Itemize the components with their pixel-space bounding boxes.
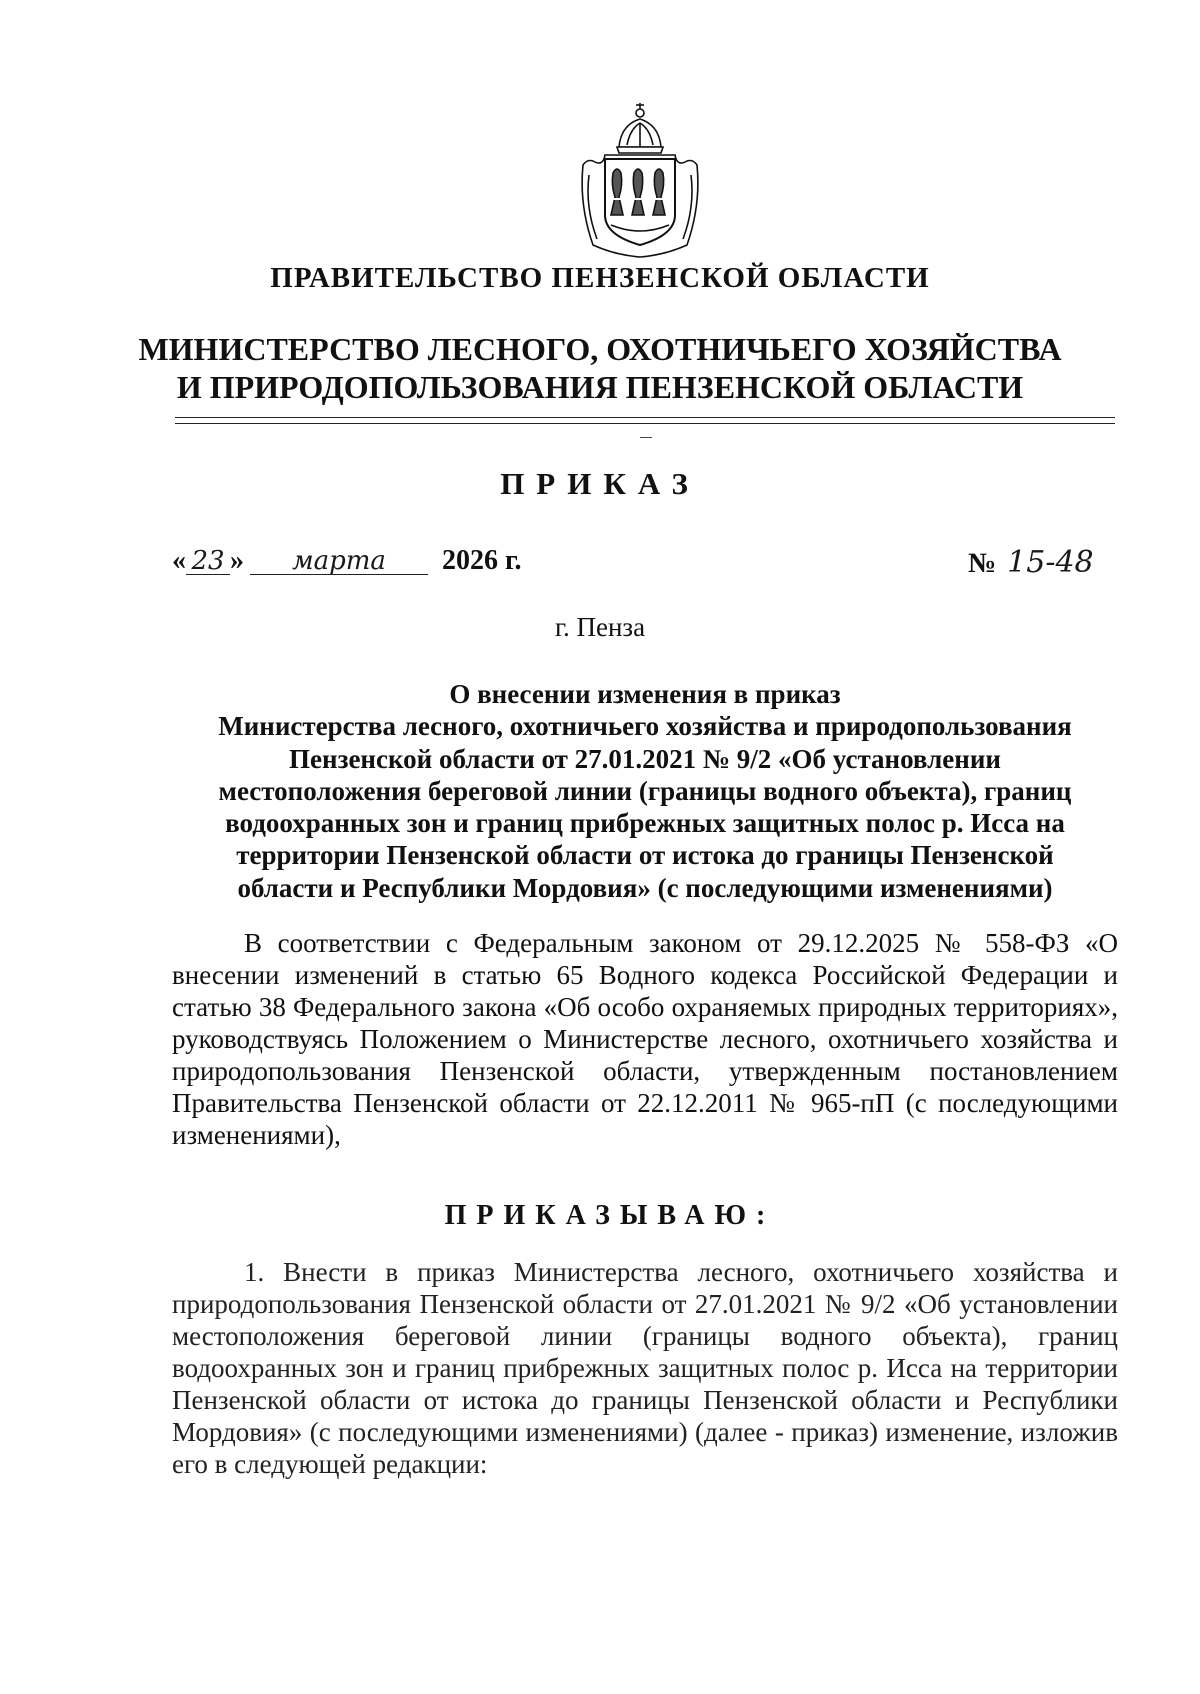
- header-divider-top: [175, 417, 1115, 418]
- subject-line: водоохранных зон и границ прибрежных защитных полос р. Исса на: [225, 808, 1065, 839]
- subject-line: Пензенской области от 27.01.2021 № 9/2 «Об установлении: [289, 743, 1001, 774]
- document-number: [968, 545, 1094, 580]
- ministry-title: [0, 330, 1200, 406]
- item-1-paragraph: 1. Внести в приказ Министерства лесного, охотничьего хозяйства и природопользования Пензенской области от 27.01.2021 № 9/2 «Об установлении местоположения береговой линии (границы водного объекта), границ водоохранных зон и границ прибрежных защитных полос р. Исса на территории Пензенской области от истока до границы Пензенской области и Республики Мордовия» (с последующими изменениями) (далее - приказ) изменение, изложив его в следующей редакции:: [172, 1257, 1118, 1479]
- subject-line: Министерства лесного, охотничьего хозяйства и природопользования: [218, 711, 1072, 742]
- document-subject: [172, 678, 1118, 904]
- order-command: ПРИКАЗЫВАЮ:: [444, 1200, 776, 1231]
- ministry-title-line-1: МИНИСТЕРСТВО ЛЕСНОГО, ОХОТНИЧЬЕГО ХОЗЯЙСТВА: [138, 331, 1062, 367]
- document-date: [172, 545, 522, 577]
- ministry-title-line-2: И ПРИРОДОПОЛЬЗОВАНИЯ ПЕНЗЕНСКОЙ ОБЛАСТИ: [176, 369, 1024, 405]
- penza-coat-of-arms-icon: [575, 95, 705, 260]
- date-day: 23: [186, 548, 230, 575]
- subject-line: территории Пензенской области от истока до границы Пензенской: [236, 840, 1054, 871]
- number-value: 15-48: [1007, 545, 1094, 580]
- subject-line: области и Республики Мордовия» (с последующими изменениями): [237, 872, 1053, 903]
- date-close-quote: »: [230, 545, 244, 576]
- city: г. Пенза: [554, 612, 646, 642]
- preamble-paragraph: В соответствии с Федеральным законом от 29.12.2025 № 558-ФЗ «О внесении изменений в статью 65 Водного кодекса Российской Федерации и статью 38 Федерального закона «Об особо охраняемых природных территориях», руководствуясь Положением о Министерстве лесного, охотничьего хозяйства и природопользования Пензенской области, утвержденным постановлением Правительства Пензенской области от 22.12.2011 № 965-пП (с последующими изменениями),: [172, 928, 1118, 1150]
- document-type: ПРИКАЗ: [500, 466, 700, 501]
- date-month: марта: [250, 548, 428, 575]
- header-divider-bottom: [175, 423, 1115, 424]
- government-title: ПРАВИТЕЛЬСТВО ПЕНЗЕНСКОЙ ОБЛАСТИ: [270, 262, 930, 294]
- divider-mark: [640, 437, 652, 438]
- subject-line: О внесении изменения в приказ: [449, 679, 841, 709]
- number-label: №: [968, 548, 997, 579]
- subject-line: местоположения береговой линии (границы водного объекта), границ: [218, 775, 1072, 806]
- date-open-quote: «: [172, 545, 186, 576]
- date-year: 2026 г.: [442, 545, 522, 576]
